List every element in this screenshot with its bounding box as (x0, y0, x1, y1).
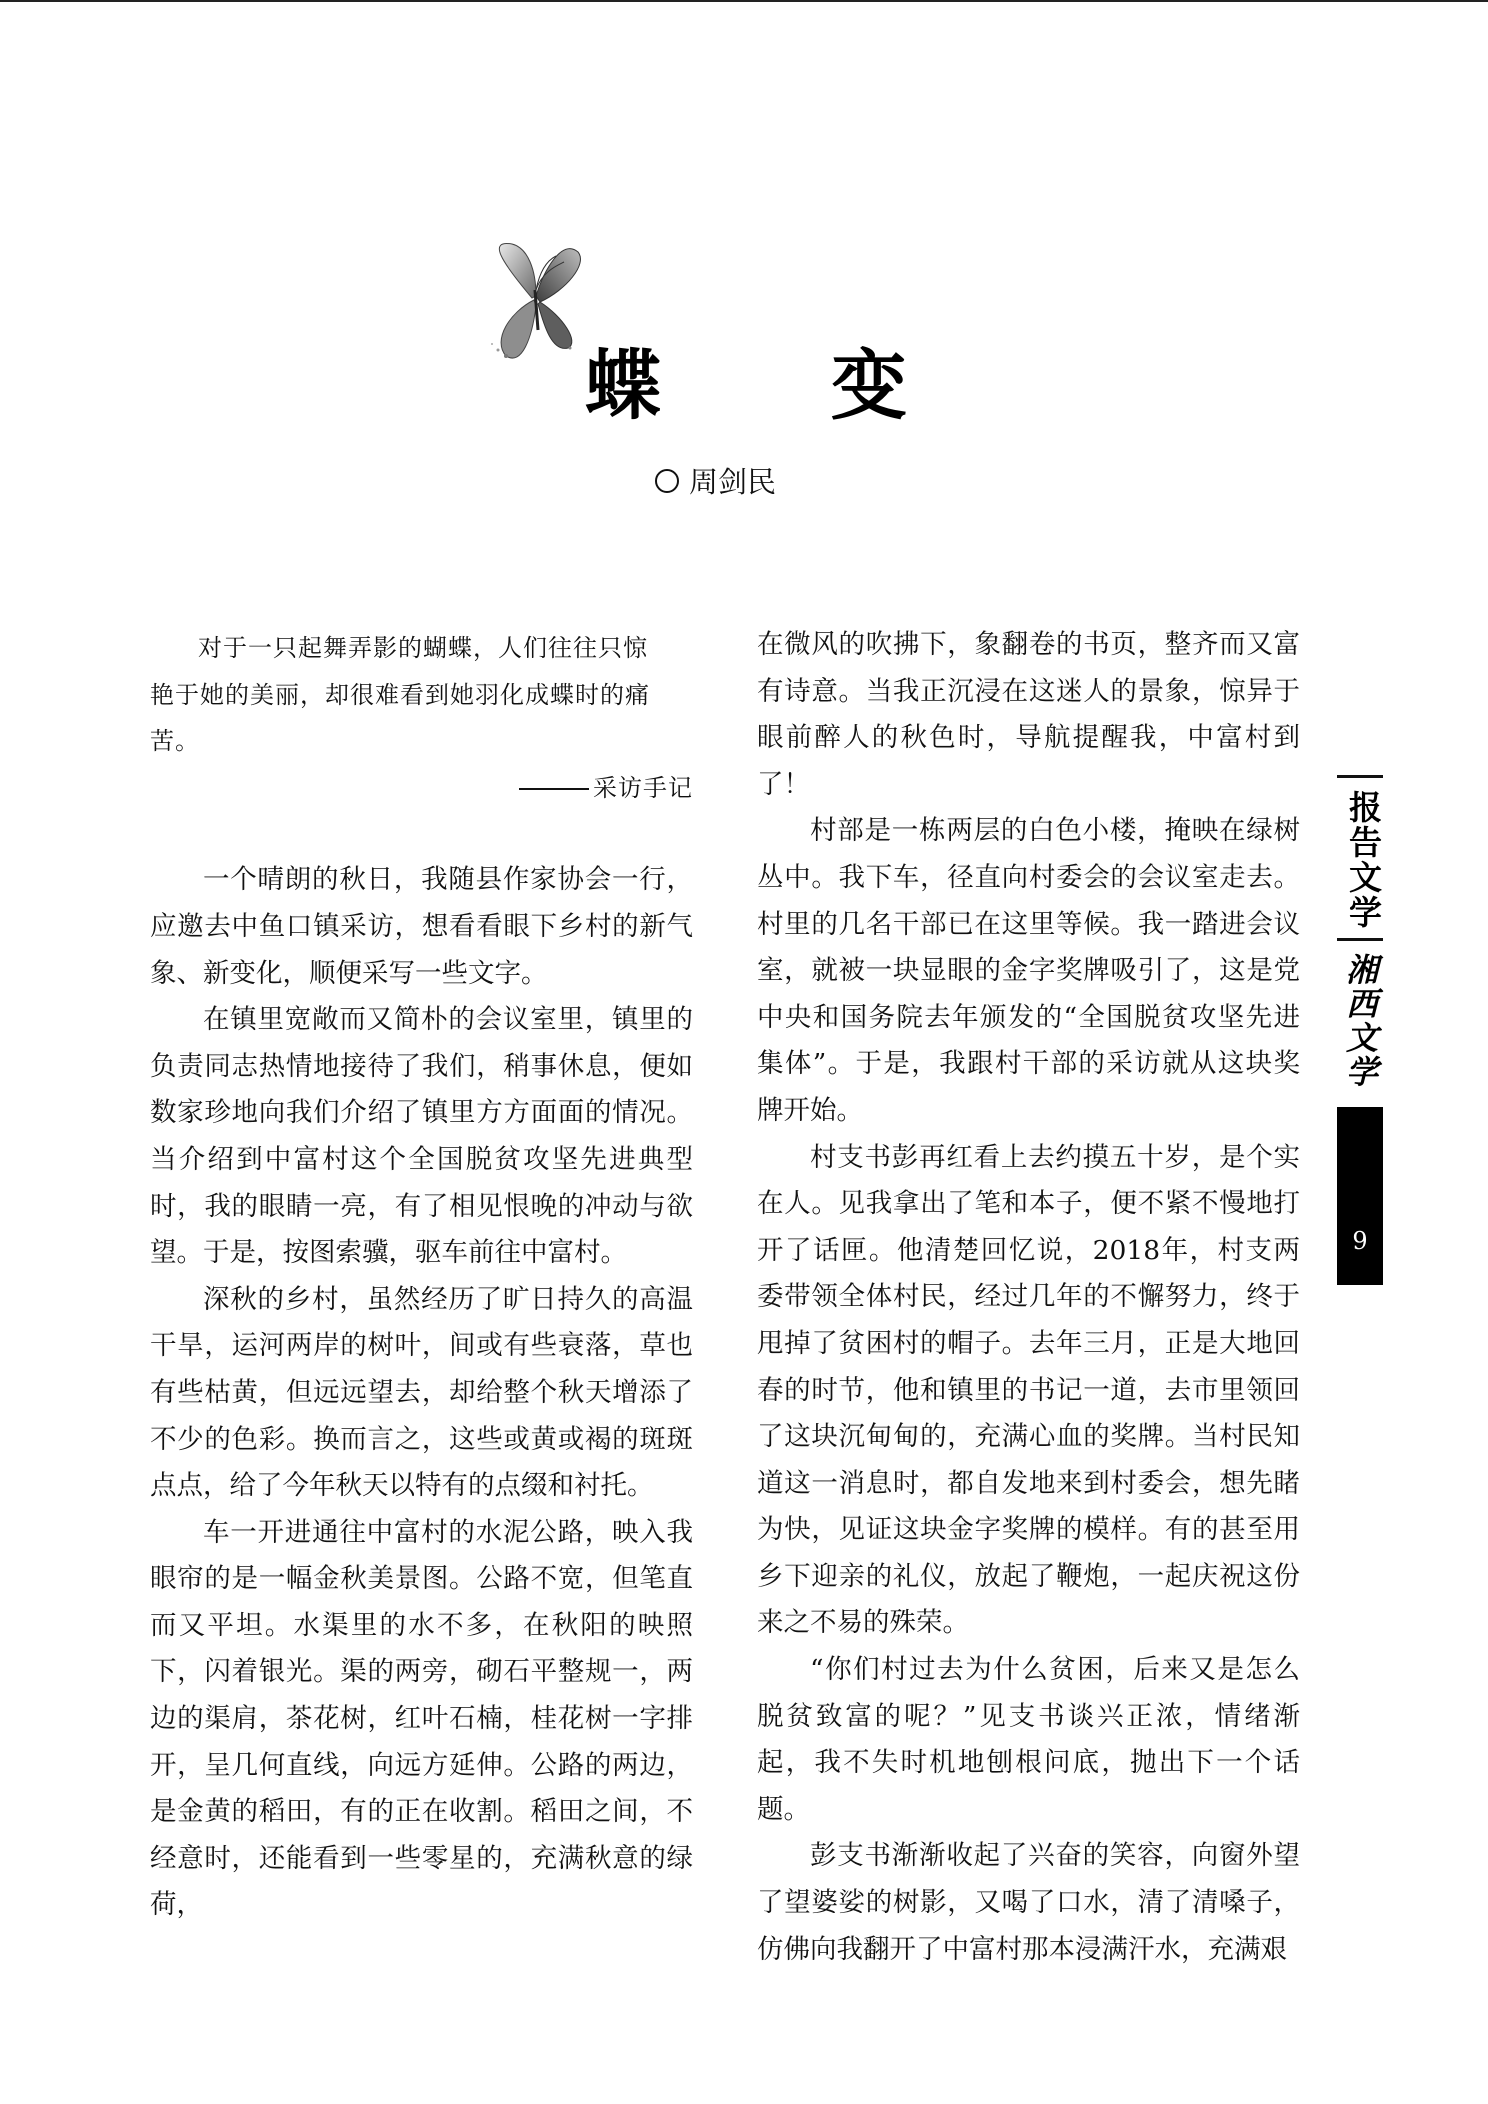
circle-icon (655, 469, 679, 493)
body-paragraph: “你们村过去为什么贫困，后来又是怎么脱贫致富的呢？”见支书谈兴正浓，情绪渐起，我不失时机地刨根问底，抛出下一个话题。 (757, 1654, 1300, 1825)
body-paragraph: 在微风的吹拂下，象翻卷的书页，整齐而又富有诗意。当我正沉浸在这迷人的景象，惊异于眼前醉人的秋色时，导航提醒我，中富村到了！ (757, 629, 1300, 800)
right-column (757, 622, 1300, 1973)
epigraph-source-text: 采访手记 (593, 773, 693, 802)
body-paragraph: 彭支书渐渐收起了兴奋的笑容，向窗外望了望婆娑的树影，又喝了口水，清了清嗓子，仿佛向我翻开了中富村那本浸满汗水，充满艰 (757, 1840, 1300, 1965)
body-paragraph: 村部是一栋两层的白色小楼，掩映在绿树丛中。我下车，径直向村委会的会议室走去。村里的几名干部已在这里等候。我一踏进会议室，就被一块显眼的金字奖牌吸引了，这是党中央和国务院去年颁发的“全国脱贫攻坚先进集体”。于是，我跟村干部的采访就从这块奖牌开始。 (757, 815, 1300, 1126)
body-paragraph: 在镇里宽敞而又简朴的会议室里，镇里的负责同志热情地接待了我们，稍事休息，便如数家珍地向我们介绍了镇里方方面面的情况。当介绍到中富村这个全国脱贫攻坚先进典型时，我的眼睛一亮，有了相见恨晚的冲动与欲望。于是，按图索骥，驱车前往中富村。 (150, 1004, 693, 1269)
body-paragraph: 村支书彭再红看上去约摸五十岁，是个实在人。见我拿出了笔和本子，便不紧不慢地打开了话匣。他清楚回忆说，2018年，村支两委带领全体村民，经过几年的不懈努力，终于甩掉了贫困村的帽子。去年三月，正是大地回春的时节，他和镇里的书记一道，去市里领回了这块沉甸甸的，充满心血的奖牌。当村民知道这一消息时，都自发地来到村委会，想先睹为快，见证这块金字奖牌的模样。有的甚至用乡下迎亲的礼仪，放起了鞭炮，一起庆祝这份来之不易的殊荣。 (757, 1141, 1300, 1639)
page-number-box (1337, 1107, 1383, 1285)
section-label: 报告文学 (1344, 790, 1383, 930)
epigraph-line: 苦。 (150, 727, 200, 756)
left-column (150, 625, 693, 1929)
author-name: 周剑民 (689, 465, 777, 499)
title-block (470, 225, 913, 435)
body-paragraph: 深秋的乡村，虽然经历了旷日持久的高温干旱，运河两岸的树叶，间或有些衰落，草也有些枯黄，但远远望去，却给整个秋天增添了不少的色彩。换而言之，这些或黄或褐的斑斑点点，给了今年秋天以特有的点缀和衬托。 (150, 1283, 693, 1502)
journal-name: 湘西文学 (1341, 953, 1379, 1089)
side-tab (1337, 775, 1383, 1285)
author-line (655, 460, 776, 501)
page-title: 蝶 变 (585, 341, 913, 430)
epigraph-line: 对于一只起舞弄影的蝴蝶，人们往往只惊 (198, 634, 648, 662)
dash-rule (519, 788, 589, 790)
body-paragraph: 一个晴朗的秋日，我随县作家协会一行，应邀去中鱼口镇采访，想看看眼下乡村的新气象、新变化，顺便采写一些文字。 (150, 864, 693, 989)
body-paragraph: 车一开进通往中富村的水泥公路，映入我眼帘的是一幅金秋美景图。公路不宽，但笔直而又平坦。水渠里的水不多，在秋阳的映照下，闪着银光。渠的两旁，砌石平整规一，两边的渠肩，茶花树，红叶石楠，桂花树一字排开，呈几何直线，向远方延伸。公路的两边，是金黄的稻田，有的正在收割。稻田之间，不经意时，还能看到一些零星的，充满秋意的绿荷， (150, 1516, 693, 1921)
top-rule (0, 0, 1488, 2)
butterfly-icon (470, 230, 600, 370)
page-number: 9 (1352, 1227, 1368, 1255)
epigraph-line: 艳于她的美丽，却很难看到她羽化成蝶时的痛 (150, 680, 650, 709)
epigraph-source (150, 765, 693, 812)
